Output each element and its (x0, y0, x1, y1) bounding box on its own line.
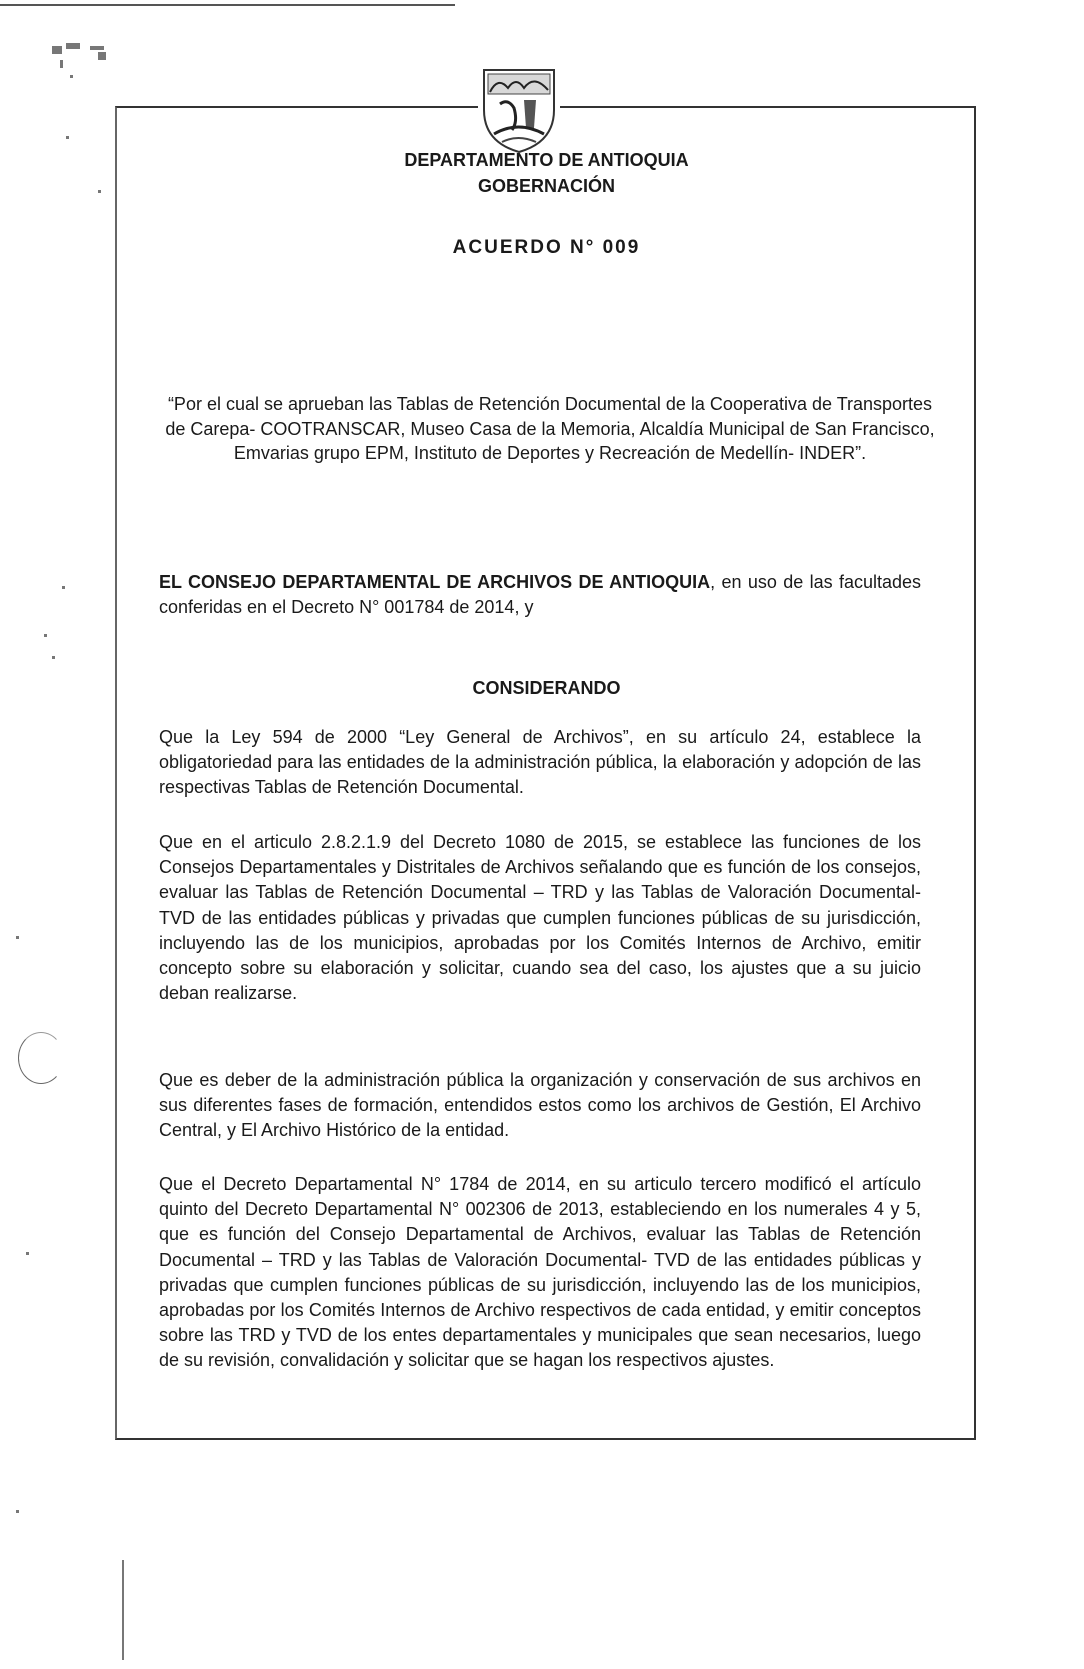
council-name: EL CONSEJO DEPARTAMENTAL DE ARCHIVOS DE ANTIOQUIA (159, 572, 711, 592)
intro-rest: , en uso de las facultades conferidas en el Decreto N° 001784 de 2014, y (159, 572, 921, 618)
office-heading: GOBERNACIÓN (477, 176, 615, 196)
paragraph-3: Que es deber de la administración pública la organización y conservación de sus archivos en sus diferentes fases de formación, entendidos estos como los archivos de Gestión, El Archivo Central, y El Archivo Histórico de la entidad. (159, 1070, 921, 1141)
paragraph-1: Que la Ley 594 de 2000 “Ley General de Archivos”, en su artículo 24, establece la obligatoriedad para las entidades de la administración pública, la elaboración y adopción de las respectivas Tablas de Retención Documental. (159, 727, 921, 798)
paragraph-4: Que el Decreto Departamental N° 1784 de 2014, en su articulo tercero modificó el artículo quinto del Decreto Departamental N° 002306 de 2013, estableciendo en los numerales 4 y 5, que es función del Consejo Departamental de Archivos, evaluar las Tablas de Retención Documental – TRD y las Tablas de Valoración Documental- TVD de las entidades públicas y privadas que cumplen funciones públicas de su jurisdicción, incluyendo las de los municipios, aprobadas por los Comités Internos de Archivo respectivos de cada entidad, y emitir conceptos sobre las TRD y TVD de los entes departamentales y municipales que sean necesarios, luego de su revisión, convalidación y solicitar que se hagan los respectivos ajustes. (159, 1174, 921, 1371)
scan-hole-mark (18, 1032, 64, 1084)
intro-paragraph (159, 570, 921, 620)
paragraph-2: Que en el articulo 2.8.2.1.9 del Decreto 1080 de 2015, se establece las funciones de los Consejos Departamentales y Distritales de Archivos señalando que es función de los consejos, evaluar las Tablas de Retención Documental – TRD y las Tablas de Valoración Documental- TVD de las entidades públicas y privadas que cumplen funciones públicas de su jurisdicción, incluyendo las de los municipios, aprobadas por los Comités Internos de Archivo, emitir concepto sobre su elaboración y solicitar, cuando sea del caso, los ajustes que a su juicio deban realizarse. (159, 832, 921, 1004)
department-heading: DEPARTAMENTO DE ANTIOQUIA (404, 150, 689, 170)
scan-edge-line (0, 4, 455, 6)
considerando-heading: CONSIDERANDO (472, 678, 621, 698)
acuerdo-number: ACUERDO N° 009 (452, 237, 641, 258)
coat-of-arms-icon (478, 64, 560, 156)
acuerdo-title: “Por el cual se aprueban las Tablas de Retención Documental de la Cooperativa de Transportes de Carepa- COOTRANSCAR, Museo Casa de la Memoria, Alcaldía Municipal de San Francisco, Emvarias grupo EPM, Instituto de Deportes y Recreación de Medellín- INDER”. (165, 394, 935, 463)
